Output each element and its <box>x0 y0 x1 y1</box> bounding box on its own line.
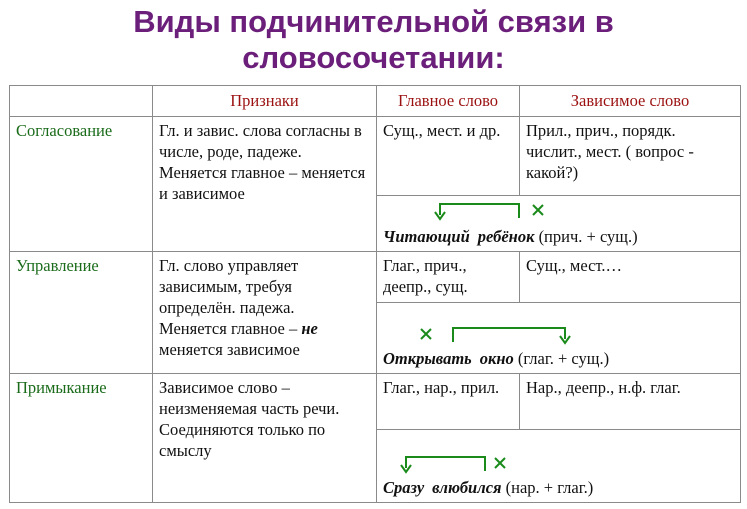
row-signs-agreement <box>153 116 377 251</box>
row-signs-adjoining <box>153 373 377 502</box>
table-row <box>10 251 741 302</box>
dependent-word-adjoining: Нар., деепр., н.ф. глаг. <box>520 373 741 429</box>
arrow-icon <box>435 200 555 222</box>
signs-text-part: меняется зависимое <box>159 339 300 359</box>
header-row <box>10 86 741 117</box>
signs-text-part: Меняется главное – <box>159 318 298 338</box>
signs-text: Гл. и завис. слова согласны в числе, роде, падеже. <box>159 120 362 161</box>
title-line-1: Виды подчинительной связи в <box>133 4 614 39</box>
row-name-adjoining: Примыкание <box>10 373 153 502</box>
example-main: влюбился <box>432 478 502 497</box>
signs-text-emphasis: не <box>301 318 318 338</box>
page-title <box>0 4 747 76</box>
example-dependent: окно <box>479 348 514 368</box>
main-word-government: Глаг., прич., деепр., сущ. <box>377 251 520 302</box>
example-note: (нар. + глаг.) <box>505 478 594 497</box>
example-main: ребёнок <box>477 226 535 246</box>
title-line-2: словосочетании: <box>242 40 505 75</box>
dependent-word-government: Сущ., мест.… <box>520 251 741 302</box>
header-signs: Признаки <box>153 86 377 117</box>
arrow-icon <box>419 324 579 346</box>
example-adjoining <box>377 429 741 502</box>
header-blank <box>10 86 153 117</box>
main-word-agreement: Сущ., мест. и др. <box>377 116 520 195</box>
example-dependent: Читающий <box>383 226 470 246</box>
signs-text <box>159 318 370 360</box>
header-dependent-word: Зависимое слово <box>520 86 741 117</box>
example-main: Открывать <box>383 348 472 368</box>
header-main-word: Главное слово <box>377 86 520 117</box>
subordination-table <box>9 85 741 503</box>
example-dependent: Сразу <box>383 478 425 497</box>
signs-text: Гл. слово управляет зависимым, требуя определён. падежа. <box>159 255 299 317</box>
example-note: (глаг. + сущ.) <box>517 348 610 368</box>
example-agreement <box>377 195 741 251</box>
dependent-word-agreement: Прил., прич., порядк. числит., мест. ( вопрос - какой?) <box>520 116 741 195</box>
main-word-adjoining: Глаг., нар., прил. <box>377 373 520 429</box>
example-note: (прич. + сущ.) <box>538 226 638 246</box>
example-government <box>377 302 741 373</box>
signs-text: Соединяются только по смыслу <box>159 419 326 460</box>
arrow-icon <box>401 453 541 475</box>
row-signs-government <box>153 251 377 373</box>
row-name-agreement: Согласование <box>10 116 153 251</box>
table-row <box>10 116 741 195</box>
signs-text: Зависимое слово – неизменяемая часть речи. <box>159 377 340 418</box>
row-name-government: Управление <box>10 251 153 373</box>
table-row <box>10 373 741 429</box>
signs-text: Меняется главное – меняется и зависимое <box>159 162 366 203</box>
